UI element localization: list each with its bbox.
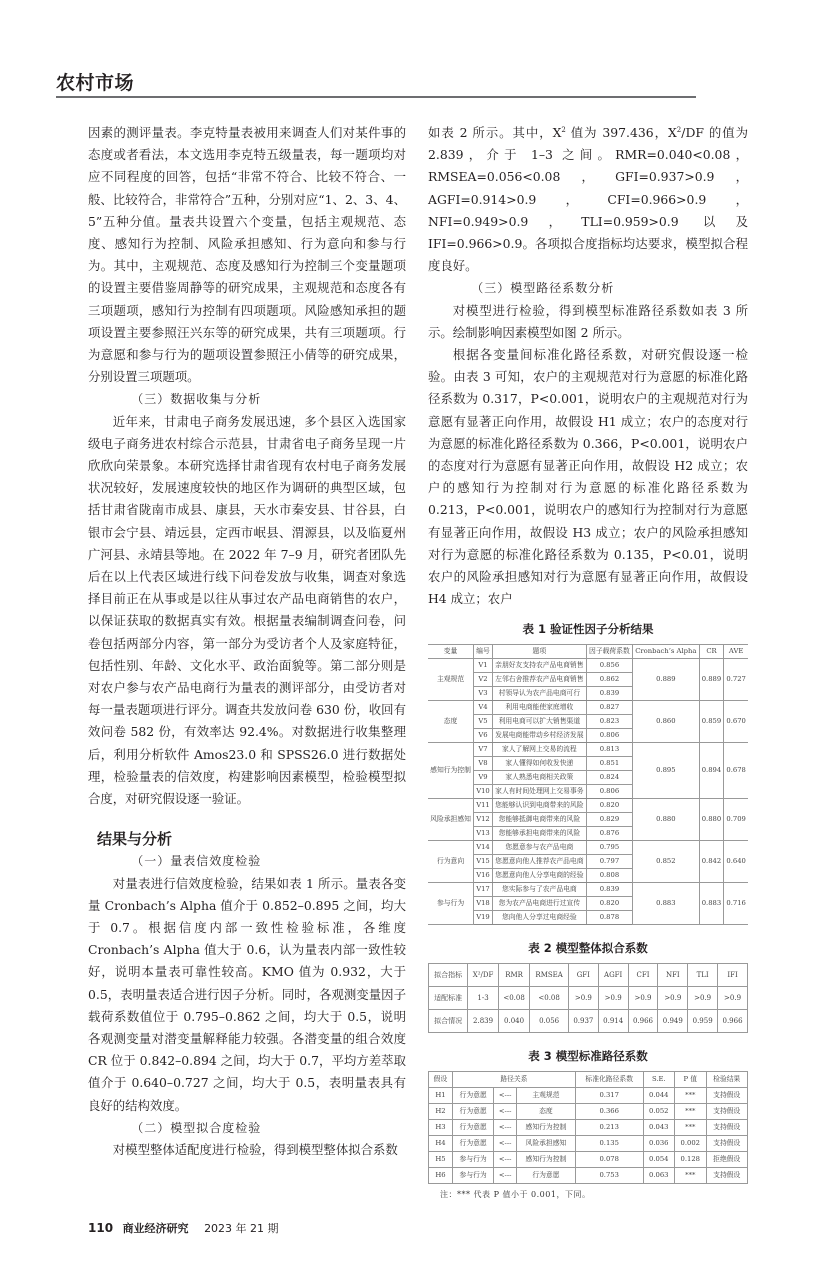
- text-span: 值为 397.436，X: [565, 125, 677, 140]
- table1-header-row: [428, 645, 748, 659]
- superscript: 2: [676, 125, 682, 134]
- table1-item-cell: 左邻右舍推荐农产品电商销售: [492, 673, 586, 687]
- table1-ave-cell: 0.678: [724, 743, 748, 799]
- table2-cell: <0.08: [530, 987, 569, 1010]
- table3-cell: 0.753: [575, 1168, 643, 1184]
- table2-header-cell: CFI: [628, 964, 658, 987]
- table2-header-cell: 拟合指标: [429, 964, 468, 987]
- table3: [428, 1071, 748, 1184]
- header-rule: [56, 96, 696, 98]
- table3-cell: 0.128: [675, 1152, 706, 1168]
- table1-loading-cell: 0.856: [586, 659, 632, 673]
- table3-cell: 行为意愿: [452, 1088, 493, 1104]
- paragraph: [428, 122, 748, 277]
- table1-title: 表 1 验证性因子分析结果: [522, 622, 654, 637]
- table3-cell: <---: [494, 1088, 517, 1104]
- table1-item-cell: 您愿意向他人分享电商的经验: [492, 869, 586, 883]
- table1-alpha-cell: 0.895: [632, 743, 699, 799]
- table1-ave-cell: 0.640: [724, 841, 748, 883]
- table1-item-cell: 您能够抵御电商带来的风险: [492, 813, 586, 827]
- table3-row: [429, 1136, 748, 1152]
- table1-alpha-cell: 0.889: [632, 659, 699, 701]
- table1-loading-cell: 0.851: [586, 757, 632, 771]
- table3-cell: <---: [494, 1120, 517, 1136]
- table1-variable-cell: 风险承担感知: [428, 799, 474, 841]
- table3-cell: 支持假设: [706, 1120, 747, 1136]
- table3-cell: 风险承担感知: [516, 1136, 575, 1152]
- table3-cell: 0.366: [575, 1104, 643, 1120]
- table2: [428, 963, 748, 1033]
- table3-header-cell: S.E.: [643, 1072, 674, 1088]
- table1-item-cell: 您实际参与了农产品电商: [492, 883, 586, 897]
- paragraph: 因素的测评量表。李克特量表被用来调查人们对某件事的态度或者看法，本文选用李克特五级量表，每一题项均对应不同程度的回答，包括“非常不符合、比较不符合、一般、比较符合，非常符合”五种，分别对应“1、2、3、4、5”五种分值。量表共设置六个变量，包括主观规范、态度、感知行为控制、风险承担感知、行为意向和参与行为。其中，主观规范、态度及感知行为控制三个变量题项的设置主要借鉴周静等的研究成果，主观规范和态度各有三项题项，感知行为控制有四项题项。风险感知承担的题项设置主要参照汪兴东等的研究成果，共有三项题项。行为意愿和参与行为的题项设置参照汪小倩等的研究成果，分别设置三项题项。: [88, 125, 406, 385]
- table3-cell: H1: [429, 1088, 453, 1104]
- table2-cell: 0.959: [688, 1010, 718, 1033]
- table3-header-cell: 假设: [429, 1072, 453, 1088]
- table2-cell: 拟合情况: [429, 1010, 468, 1033]
- table3-cell: 0.052: [643, 1104, 674, 1120]
- table3-cell: H4: [429, 1136, 453, 1152]
- table1-code-cell: V17: [474, 883, 493, 897]
- table1: [428, 644, 748, 925]
- table1-row: [428, 659, 748, 673]
- table1-cr-cell: 0.889: [699, 659, 724, 701]
- table2-body: [429, 987, 748, 1033]
- table1-ave-cell: 0.727: [724, 659, 748, 701]
- two-column-body: [88, 122, 748, 1202]
- table3-cell: 0.063: [643, 1168, 674, 1184]
- paragraph: 对模型整体适配度进行检验，得到模型整体拟合系数: [112, 1141, 398, 1157]
- table1-cr-cell: 0.883: [699, 883, 724, 925]
- table1-alpha-cell: 0.880: [632, 799, 699, 841]
- table1-header-cell: 变量: [428, 645, 474, 659]
- table2-cell: 0.966: [628, 1010, 658, 1033]
- table3-cell: H6: [429, 1168, 453, 1184]
- table1-loading-cell: 0.806: [586, 785, 632, 799]
- table1-loading-cell: 0.820: [586, 897, 632, 911]
- table3-row: [429, 1120, 748, 1136]
- table2-header-cell: RMR: [498, 964, 530, 987]
- paragraph: 对量表进行信效度检验，结果如表 1 所示。量表各变量 Cronbach’s Alpha 值介于 0.852–0.895 之间，均大于 0.7。根据信度内部一致性检验标准，各维度 Cronbach’s Alpha 值大于 0.6，认为量表内部一致性较好，说明本量表可靠性较高。KMO 值为 0.932，大于 0.5，表明量表适合进行因子分析。同时，各观测变量因子载荷系数值位于 0.795–0.862 之间，均大于 0.5，说明各观测变量对潜变量解释能力较强。各潜变量的组合效度 CR 位于 0.842–0.894 之间，均大于 0.7，平均方差萃取值介于 0.640–0.727 之间，均大于 0.5，表明量表具有良好的结构效度。: [88, 875, 406, 1113]
- table2-cell: 0.056: [530, 1010, 569, 1033]
- table1-ave-cell: 0.716: [724, 883, 748, 925]
- table1-item-cell: 家人懂得如何收发快递: [492, 757, 586, 771]
- table3-cell: 拒绝假设: [706, 1152, 747, 1168]
- table3-row: [429, 1168, 748, 1184]
- table1-header-cell: 因子载荷系数: [586, 645, 632, 659]
- table1-variable-cell: 感知行为控制: [428, 743, 474, 799]
- table1-code-cell: V1: [474, 659, 493, 673]
- table3-cell: 0.213: [575, 1120, 643, 1136]
- table1-loading-cell: 0.824: [586, 771, 632, 785]
- table2-title: 表 2 模型整体拟合系数: [528, 941, 648, 956]
- table2-cell: >0.9: [718, 987, 748, 1010]
- table2-header-cell: RMSEA: [530, 964, 569, 987]
- table2-cell: >0.9: [568, 987, 598, 1010]
- table2-cell: 0.949: [658, 1010, 688, 1033]
- table1-alpha-cell: 0.860: [632, 701, 699, 743]
- table1-code-cell: V3: [474, 687, 493, 701]
- table1-ave-cell: 0.670: [724, 701, 748, 743]
- table1-loading-cell: 0.829: [586, 813, 632, 827]
- table1-loading-cell: 0.806: [586, 729, 632, 743]
- table2-header-cell: X²/DF: [468, 964, 499, 987]
- table1-cr-cell: 0.859: [699, 701, 724, 743]
- table3-header-cell: 检验结果: [706, 1072, 747, 1088]
- table3-cell: 行为意愿: [516, 1168, 575, 1184]
- table2-cell: >0.9: [628, 987, 658, 1010]
- table1-variable-cell: 参与行为: [428, 883, 474, 925]
- table1-row: [428, 701, 748, 715]
- table3-cell: 0.078: [575, 1152, 643, 1168]
- table2-row: [429, 987, 748, 1010]
- table1-code-cell: V14: [474, 841, 493, 855]
- subsection-heading: （三）数据收集与分析: [131, 392, 262, 407]
- table1-ave-cell: 0.709: [724, 799, 748, 841]
- table1-header-cell: CR: [699, 645, 724, 659]
- table3-cell: 0.135: [575, 1136, 643, 1152]
- table3-cell: 0.036: [643, 1136, 674, 1152]
- table1-loading-cell: 0.878: [586, 911, 632, 925]
- table1-cr-cell: 0.842: [699, 841, 724, 883]
- table1-item-cell: 亲朋好友支持农产品电商销售: [492, 659, 586, 673]
- table2-cell: 0.040: [498, 1010, 530, 1033]
- table3-cell: 感知行为控制: [516, 1120, 575, 1136]
- table3-cell: 0.054: [643, 1152, 674, 1168]
- table1-loading-cell: 0.839: [586, 687, 632, 701]
- table3-note: 注：*** 代表 P 值小于 0.001，下同。: [440, 1190, 591, 1200]
- text-span: /DF 的值为 2.839，介于 1–3 之间。RMR=0.040<0.08，RMSEA=0.056<0.08，GFI=0.937>0.9，AGFI=0.914>0.9，CFI=0.966>0.9，NFI=0.949>0.9，TLI=0.959>0.9 以及 IFI=0.966>0.9。各项拟合度指标均达要求，模型拟合程度良好。: [428, 125, 748, 274]
- page-footer: [88, 1202, 827, 1277]
- table1-code-cell: V5: [474, 715, 493, 729]
- table1-loading-cell: 0.795: [586, 841, 632, 855]
- journal-name: 商业经济研究: [122, 1222, 189, 1236]
- table3-cell: H3: [429, 1120, 453, 1136]
- table1-loading-cell: 0.827: [586, 701, 632, 715]
- table1-header-cell: 编号: [474, 645, 493, 659]
- table3-body: [429, 1088, 748, 1184]
- table2-cell: >0.9: [658, 987, 688, 1010]
- table3-cell: 态度: [516, 1104, 575, 1120]
- table1-variable-cell: 主观规范: [428, 659, 474, 701]
- page-number: 110: [88, 1221, 114, 1236]
- table1-alpha-cell: 0.852: [632, 841, 699, 883]
- table1-code-cell: V2: [474, 673, 493, 687]
- table1-row: [428, 743, 748, 757]
- table3-cell: ***: [675, 1088, 706, 1104]
- table2-cell: 适配标准: [429, 987, 468, 1010]
- table1-cr-cell: 0.880: [699, 799, 724, 841]
- table1-header-cell: Cronbach’s Alpha: [632, 645, 699, 659]
- table1-code-cell: V8: [474, 757, 493, 771]
- table1-code-cell: V7: [474, 743, 493, 757]
- table1-header-cell: AVE: [724, 645, 748, 659]
- table2-cell: 2.839: [468, 1010, 499, 1033]
- table1-loading-cell: 0.813: [586, 743, 632, 757]
- paragraph: 近年来，甘肃电子商务发展迅速，多个县区入选国家级电子商务进农村综合示范县，甘肃省电子商务呈现一片欣欣向荣景象。本研究选择甘肃省现有农村电子商务发展状况较好，发展速度较快的地区作为调研的典型区域，包括甘肃省陇南市成县、康县，天水市秦安县、甘谷县，白银市会宁县、靖远县，定西市岷县、渭源县，以及临夏州广河县、永靖县等地。在 2022 年 7–9 月，研究者团队先后在以上代表区域进行线下问卷发放与收集，调查对象选择目前正在从事或是以往从事过农产品电商销售的农户，以保证获取的数据真实有效。根据量表编制调查问卷，问卷包括两部分内容，第一部分为受访者个人及家庭特征，包括性别、年龄、文化水平、政治面貌等。第二部分则是对农户参与农产品电商行为量表的测评部分，由受访者对每一量表题项进行评分。调查共发放问卷 630 份，收回有效问卷 582 份，有效率达 92.4%。对数据进行收集整理后，利用分析软件 Amos23.0 和 SPSS26.0 进行数据处理，检验量表的信效度，构建影响因素模型，检验模型拟合度，对研究假设逐一验证。: [88, 413, 406, 807]
- table3-cell: 支持假设: [706, 1104, 747, 1120]
- table3-header-cell: 路径关系: [452, 1072, 575, 1088]
- table1-item-cell: 您愿意参与农产品电商: [492, 841, 586, 855]
- table1-loading-cell: 0.876: [586, 827, 632, 841]
- table3-cell: <---: [494, 1152, 517, 1168]
- table3-cell: <---: [494, 1104, 517, 1120]
- table3-header-cell: P 值: [675, 1072, 706, 1088]
- table1-item-cell: 利用电商能使家庭增收: [492, 701, 586, 715]
- table3-cell: 感知行为控制: [516, 1152, 575, 1168]
- table1-loading-cell: 0.797: [586, 855, 632, 869]
- table3-title: 表 3 模型标准路径系数: [528, 1049, 648, 1064]
- table1-item-cell: 您能够认识到电商带来的风险: [492, 799, 586, 813]
- table1-loading-cell: 0.839: [586, 883, 632, 897]
- table3-cell: 0.044: [643, 1088, 674, 1104]
- table3-cell: <---: [494, 1168, 517, 1184]
- running-header: [56, 72, 696, 94]
- table1-code-cell: V19: [474, 911, 493, 925]
- table3-row: [429, 1104, 748, 1120]
- table1-code-cell: V6: [474, 729, 493, 743]
- table1-code-cell: V15: [474, 855, 493, 869]
- section-heading: 结果与分析: [97, 830, 173, 849]
- table1-row: [428, 841, 748, 855]
- table1-loading-cell: 0.823: [586, 715, 632, 729]
- table1-item-cell: 您为农产品电商进行过宣传: [492, 897, 586, 911]
- table1-code-cell: V10: [474, 785, 493, 799]
- table2-cell: <0.08: [498, 987, 530, 1010]
- table1-code-cell: V12: [474, 813, 493, 827]
- table1-item-cell: 您能够承担电商带来的风险: [492, 827, 586, 841]
- table2-header-cell: TLI: [688, 964, 718, 987]
- table1-code-cell: V16: [474, 869, 493, 883]
- table3-cell: 行为意愿: [452, 1136, 493, 1152]
- top-margin: [0, 0, 827, 122]
- left-column: [88, 122, 406, 1161]
- table3-cell: ***: [675, 1168, 706, 1184]
- table3-cell: 0.317: [575, 1088, 643, 1104]
- table3-header-row: [429, 1072, 748, 1088]
- table2-header-cell: NFI: [658, 964, 688, 987]
- table1-loading-cell: 0.862: [586, 673, 632, 687]
- table3-cell: H5: [429, 1152, 453, 1168]
- subsection-heading: （一）量表信效度检验: [131, 854, 262, 869]
- table3-cell: 支持假设: [706, 1136, 747, 1152]
- table3-cell: 0.043: [643, 1120, 674, 1136]
- issue-label: 2023 年 21 期: [204, 1222, 279, 1236]
- table1-variable-cell: 行为意向: [428, 841, 474, 883]
- table1-item-cell: 您愿意向他人推荐农产品电商: [492, 855, 586, 869]
- table1-code-cell: V18: [474, 897, 493, 911]
- table2-header-cell: IFI: [718, 964, 748, 987]
- table3-cell: ***: [675, 1120, 706, 1136]
- table3-cell: <---: [494, 1136, 517, 1152]
- table3-header-cell: 标准化路径系数: [575, 1072, 643, 1088]
- text-span: 如表 2 所示。其中，X: [428, 125, 562, 140]
- table2-cell: >0.9: [688, 987, 718, 1010]
- table2-cell: 0.966: [718, 1010, 748, 1033]
- table3-cell: 参与行为: [452, 1152, 493, 1168]
- superscript: 2: [561, 125, 566, 134]
- table1-item-cell: 家人熟悉电商相关政策: [492, 771, 586, 785]
- table2-header-cell: GFI: [568, 964, 598, 987]
- table2-cell: 0.914: [598, 1010, 628, 1033]
- table1-item-cell: 家人了解网上交易的流程: [492, 743, 586, 757]
- table1-variable-cell: 态度: [428, 701, 474, 743]
- table1-item-cell: 家人有时间处理网上交易事务: [492, 785, 586, 799]
- table3-cell: 支持假设: [706, 1088, 747, 1104]
- subsection-heading: （三）模型路径系数分析: [471, 281, 615, 296]
- table2-cell: >0.9: [598, 987, 628, 1010]
- paragraph: 根据各变量间标准化路径系数，对研究假设逐一检验。由表 3 可知，农户的主观规范对行为意愿的标准化路径系数为 0.317，P<0.001，说明农户的主观规范对行为意愿有显著正向作用，故假设 H1 成立；农户的态度对行为意愿的标准化路径系数为 0.366，P<0.001，说明农户的态度对行为意愿有显著正向作用，故假设 H2 成立；农户的感知行为控制对行为意愿的标准化路径系数为 0.213，P<0.001，说明农户的感知行为控制对行为意愿有显著正向作用，故假设 H3 成立；农户的风险承担感知对行为意愿的标准化路径系数为 0.135，P<0.01，说明农户的风险承担感知对行为意愿有显著正向作用，故假设 H4 成立；农户: [428, 347, 748, 607]
- table3-cell: 0.002: [675, 1136, 706, 1152]
- table1-code-cell: V11: [474, 799, 493, 813]
- table3-cell: 主观规范: [516, 1088, 575, 1104]
- table1-item-cell: 发展电商能带动乡村经济发展: [492, 729, 586, 743]
- table2-cell: 0.937: [568, 1010, 598, 1033]
- right-column: [428, 122, 748, 1202]
- table1-loading-cell: 0.808: [586, 869, 632, 883]
- table3-row: [429, 1088, 748, 1104]
- section-header-title: 农村市场: [56, 72, 135, 94]
- table2-header-row: [429, 964, 748, 987]
- table3-cell: ***: [675, 1104, 706, 1120]
- table1-alpha-cell: 0.883: [632, 883, 699, 925]
- table3-cell: 行为意愿: [452, 1120, 493, 1136]
- table1-cr-cell: 0.894: [699, 743, 724, 799]
- table1-loading-cell: 0.820: [586, 799, 632, 813]
- table1-header-cell: 题项: [492, 645, 586, 659]
- table1-body: [428, 659, 748, 925]
- table1-code-cell: V4: [474, 701, 493, 715]
- table1-code-cell: V13: [474, 827, 493, 841]
- table1-item-cell: 您向他人分享过电商经验: [492, 911, 586, 925]
- table3-cell: 支持假设: [706, 1168, 747, 1184]
- table1-code-cell: V9: [474, 771, 493, 785]
- table2-cell: 1-3: [468, 987, 499, 1010]
- table1-row: [428, 799, 748, 813]
- subsection-heading: （二）模型拟合度检验: [131, 1120, 262, 1135]
- table1-item-cell: 村领导认为农产品电商可行: [492, 687, 586, 701]
- table2-header-cell: AGFI: [598, 964, 628, 987]
- table1-row: [428, 883, 748, 897]
- table2-row: [429, 1010, 748, 1033]
- table3-cell: 参与行为: [452, 1168, 493, 1184]
- table3-cell: H2: [429, 1104, 453, 1120]
- paragraph: 对模型进行检验，得到模型标准路径系数如表 3 所示。绘制影响因素模型如图 2 所示。: [428, 302, 748, 340]
- table1-item-cell: 利用电商可以扩大销售渠道: [492, 715, 586, 729]
- table3-cell: 行为意愿: [452, 1104, 493, 1120]
